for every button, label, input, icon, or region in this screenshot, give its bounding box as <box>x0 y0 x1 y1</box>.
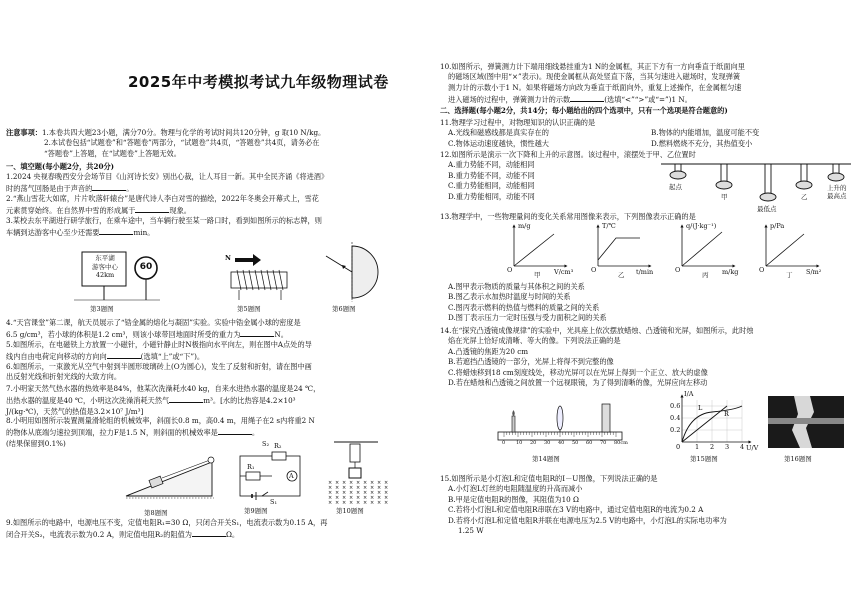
field-x-mark: × <box>363 500 368 506</box>
q8-line3: 。 <box>251 428 260 438</box>
q7-line2: 出热水器的温度是40 ℃，小明这次洗澡消耗天然气 <box>6 396 170 406</box>
q10-line5: (选填“<”“>”或“=”)1 N。 <box>604 95 692 105</box>
fig15-y1: 0.6 <box>670 402 681 410</box>
q4-line2: 6.5 g/cm³，若小球的体积是1.2 cm³，则该小球带回地面时所受的重力为 <box>6 330 241 340</box>
bench-tick-label: 20 <box>530 440 537 446</box>
field-x-mark: × <box>349 490 354 496</box>
field-x-mark: × <box>363 480 368 486</box>
field-x-mark: × <box>377 495 382 501</box>
q8-line2: 的物体从底端匀速拉到顶端，拉力F是1.5 N，则斜面的机械效率是 <box>6 428 218 438</box>
notes-label: 注意事项： <box>6 128 42 137</box>
q11-option-b[interactable]: B.物体的内能增加，温度可能不变 <box>651 128 760 138</box>
bench-tick-label: 80cm <box>614 440 628 446</box>
g2-x-label: t/min <box>636 268 654 276</box>
bench-tick-label: 30 <box>544 440 551 446</box>
field-x-mark: × <box>349 500 354 506</box>
q9-line1: 9.如图所示的电路中，电源电压不变，定值电阻R₁=30 Ω，只闭合开关S₁，电流表示数为0.15 A，再 <box>6 518 328 527</box>
fig15-y-label: I/A <box>684 390 694 398</box>
fig15-x-label: U/V <box>746 444 759 452</box>
notes-line3: “答题卷”上答题，在“试题卷”上答题无效。 <box>44 148 181 158</box>
q12-option-d[interactable]: D.重力势能相同，动能不同 <box>448 191 535 201</box>
q13-option-b[interactable]: B.图乙表示水加热时温度与时间的关系 <box>448 292 571 302</box>
g3-y-label: q/(J·kg⁻¹) <box>686 222 717 230</box>
field-x-mark: × <box>335 490 340 496</box>
q11-option-c[interactable]: C.物体运动速度越快，惯性越大 <box>448 138 549 148</box>
field-x-mark: × <box>363 485 368 491</box>
ammeter-label: A <box>289 472 294 480</box>
q11-option-a[interactable]: A.光线和磁感线都是真实存在的 <box>448 128 549 138</box>
q9-line2: 闭合开关S₂，电流表示数为0.2 A，则定值电阻R₂的阻值为 <box>6 530 192 540</box>
q4-line3: N。 <box>274 330 288 340</box>
fig12-lowest-label: 最低点 <box>757 205 777 213</box>
field-x-mark: × <box>370 490 375 496</box>
g1-origin: O <box>507 266 513 274</box>
figure-16 <box>764 394 850 468</box>
g3-name: 丙 <box>702 271 709 279</box>
field-x-mark: × <box>335 500 340 506</box>
q14-option-a[interactable]: A.凸透镜的焦距为20 cm <box>448 346 529 356</box>
g4-y-label: p/Pa <box>770 222 785 230</box>
q14-option-c[interactable]: C.将蜡烛移到18 cm刻度线处，移动光屏可以在光屏上得到一个正立、放大的虚像 <box>448 367 708 377</box>
q5-line2: 线内自由电荷定向移动的方向向 <box>6 352 107 362</box>
figure-15-caption: 第15题图 <box>690 455 718 463</box>
fig15-x1: 1 <box>695 443 700 451</box>
q7-answer-blank[interactable] <box>169 394 203 403</box>
g1-x-label: V/cm³ <box>554 268 574 276</box>
q15-stem: 15.如图所示是小灯泡L和定值电阻R的I－U图像，下列说法正确的是 <box>440 474 658 483</box>
field-x-mark: × <box>349 480 354 486</box>
field-x-mark: × <box>377 490 382 496</box>
field-x-mark: × <box>356 485 361 491</box>
q2-line2: 元素贯穿始终。在自然界中雪的形成属于 <box>6 206 136 216</box>
q2-answer-blank[interactable] <box>135 204 169 213</box>
field-x-mark: × <box>356 495 361 501</box>
q8-answer-blank[interactable] <box>218 426 252 435</box>
notes-line2: 2.本试卷包括“试题卷”和“答题卷”两部分，“试题卷”共4页，“答题卷”共4页，请务必在 <box>44 138 320 148</box>
q3-line1: 3.某校去东平湖进行研学旅行，在乘车途中，当车辆行驶至某一路口时，看到如图所示的标志牌，则 <box>6 216 322 225</box>
field-x-mark: × <box>356 490 361 496</box>
question-14 <box>440 326 854 388</box>
question-9 <box>6 518 426 541</box>
q2-line1: 2.“燕山雪花大如席，片片吹落轩辕台”是唐代诗人李白对雪的描绘，2022年冬奥会开幕式上，雪花 <box>6 194 319 203</box>
figure-10 <box>322 440 402 515</box>
figure-6 <box>318 240 398 313</box>
figure-16-caption: 第16题图 <box>784 455 812 463</box>
q15-option-d-cont: 1.25 W <box>458 526 484 536</box>
fig15-origin: 0 <box>676 443 681 451</box>
maxwell-wheel-drawing <box>661 160 851 215</box>
q12-option-b[interactable]: B.重力势能不同，动能不同 <box>448 170 535 180</box>
question-15 <box>440 474 854 536</box>
page-title: 2025年中考模拟考试九年级物理试卷 <box>128 73 389 91</box>
q8-line1: 8.小明用如图所示装置测量滑轮组的机械效率，斜面长0.8 m，高0.4 m，用绳子在2 s内将重2 N <box>6 416 315 425</box>
fig15-x3: 3 <box>725 443 730 451</box>
figure-8-caption: 第8题图 <box>144 509 168 517</box>
q4-line1: 4.“天宫课堂”第二课，航天员展示了“锆金属的熔化与凝固”实验。实验中锆金属小球的密度是 <box>6 318 301 327</box>
speed-limit-value: 60 <box>139 262 153 272</box>
field-x-mark: × <box>328 490 333 496</box>
field-x-mark: × <box>377 500 382 506</box>
field-x-mark: × <box>328 480 333 486</box>
field-x-mark: × <box>342 490 347 496</box>
figure-6-caption: 第6题图 <box>332 305 356 313</box>
q2-line3: 现象。 <box>169 206 191 216</box>
field-x-mark: × <box>356 500 361 506</box>
bench-tick-label: 10 <box>516 440 523 446</box>
question-6 <box>6 362 426 383</box>
q12-option-a[interactable]: A.重力势能不同，动能相同 <box>448 160 535 170</box>
q4-answer-blank[interactable] <box>240 328 274 337</box>
question-4 <box>6 318 426 341</box>
field-x-mark: × <box>384 500 389 506</box>
question-7 <box>6 384 426 417</box>
fig15-curve-r: R <box>724 410 729 418</box>
field-x-mark: × <box>384 485 389 491</box>
q10-answer-blank[interactable] <box>570 93 604 102</box>
q9-line3: Ω。 <box>225 530 240 540</box>
g4-x-label: S/m² <box>806 268 822 276</box>
fig15-curve-l: L <box>698 404 703 412</box>
field-x-mark: × <box>370 495 375 501</box>
q15-option-b[interactable]: B.甲是定值电阻R的图像，其阻值为10 Ω <box>448 494 579 504</box>
q6-line1: 6.如图所示，一束激光从空气中射到半圆形玻璃砖上(O为圆心)，发生了反射和折射，请在图中画 <box>6 362 312 371</box>
question-13-stem <box>440 212 854 222</box>
g4-name: 丁 <box>786 271 793 279</box>
bench-tick-label: 0 <box>502 440 506 446</box>
field-x-mark: × <box>349 495 354 501</box>
q1-answer-blank[interactable] <box>92 182 126 191</box>
g2-origin: O <box>591 266 597 274</box>
bench-tick-label: 40 <box>558 440 565 446</box>
field-x-mark: × <box>328 495 333 501</box>
resistor-r1-label: R₁ <box>247 463 255 471</box>
fig12-highest-line1: 上升的 <box>827 184 847 192</box>
figure-8 <box>120 448 220 517</box>
sign-line3: 42km <box>95 271 115 279</box>
photo-figure-drawing <box>764 394 850 452</box>
q15-option-d[interactable]: D.若将小灯泡L和定值电阻R并联在电源电压为2.5 V的电路中，小灯泡L的实际电功率为 <box>448 515 727 525</box>
figure-14 <box>496 396 628 468</box>
figure-15 <box>668 390 759 468</box>
q3-line3: min。 <box>133 228 155 238</box>
q14-option-b[interactable]: B.若遮挡凸透镜的一部分，光屏上将得不到完整的像 <box>448 357 614 367</box>
section1-header: 一、填空题(每小题2分，共20分) <box>6 162 115 171</box>
bench-tick-label: 70 <box>600 440 607 446</box>
field-x-mark: × <box>377 485 382 491</box>
q5-line3: (选填“上”或“下”)。 <box>140 352 205 362</box>
field-x-mark: × <box>363 490 368 496</box>
field-x-mark: × <box>363 495 368 501</box>
g4-origin: O <box>759 266 765 274</box>
figure-14-caption: 第14题图 <box>532 455 560 463</box>
field-x-mark: × <box>335 485 340 491</box>
fig12-start-label: 起点 <box>669 183 682 191</box>
q3-line2: 车辆到达游客中心至少还需要 <box>6 228 100 238</box>
field-x-mark: × <box>356 480 361 486</box>
question-5 <box>6 340 426 363</box>
g3-origin: O <box>675 266 681 274</box>
section2-header: 二、选择题(每小题2分，共14分；每小题给出的四个选项中，只有一个选项是符合题意的) <box>440 106 728 115</box>
fig15-x4: 4 <box>740 443 745 451</box>
field-x-mark: × <box>328 500 333 506</box>
field-x-mark: × <box>370 485 375 491</box>
q11-stem: 11.物理学习过程中，对物理知识的认识正确的是 <box>440 118 596 127</box>
field-x-mark: × <box>349 485 354 491</box>
q1-line1: 1.2024 央视春晚西安分会场节目《山河诗长安》别出心裁，让人耳目一新。其中全民齐诵《将进酒》 <box>6 172 329 181</box>
fig15-y2: 0.4 <box>670 414 681 422</box>
q1-line2: 时的荡气回肠是由于声音的 <box>6 184 93 194</box>
field-x-mark: × <box>342 500 347 506</box>
fig15-y3: 0.2 <box>670 426 681 434</box>
figure-9-caption: 第9题图 <box>244 507 268 515</box>
q7-line3: m³。[水的比热容是4.2×10³ <box>203 396 296 406</box>
field-x-mark: × <box>370 480 375 486</box>
notes-line1: 1.本卷共四大题23小题，满分70分。物理与化学的考试时间共120分钟，g 取10 N/kg。 <box>41 128 326 137</box>
q1-line3: 。 <box>126 184 134 194</box>
field-x-mark: × <box>370 500 375 506</box>
question-3 <box>6 216 426 239</box>
q15-option-c[interactable]: C.若将小灯泡L和定值电阻R串联在3 V的电路中，通过定值电阻R的电流为0.2 A <box>448 505 704 515</box>
q10-line1: 10.如图所示，弹簧测力计下端用细线悬挂重为1 N的金属框，其正下方有一方向垂直于纸面向里 <box>440 62 745 71</box>
question-2 <box>6 194 426 217</box>
q7-line4: J/(kg·℃)，天然气的热值是3.2×10⁷ J/m³] <box>6 406 144 416</box>
question-1 <box>6 172 426 195</box>
q13-option-a[interactable]: A.图甲表示物质的质量与其体积之间的关系 <box>448 282 585 291</box>
q5-line1: 5.如图所示，在电磁铁上方放置一小磁针，小磁针静止时N极指向水平向左，则在图中A点处的导 <box>6 340 312 349</box>
question-13-options <box>440 282 854 324</box>
figure-5 <box>215 248 305 313</box>
incline-pulley-drawing <box>120 448 220 510</box>
q14-line2: 焰在光屏上恰好成清晰、等大的像。下列说法正确的是 <box>448 336 621 346</box>
bench-scale <box>496 440 628 448</box>
question-10 <box>440 62 854 106</box>
field-x-mark: × <box>342 480 347 486</box>
q8-line4: (结果保留到0.1%) <box>6 438 66 448</box>
q9-answer-blank[interactable] <box>192 528 226 537</box>
g3-x-label: m/kg <box>722 268 739 276</box>
g1-y-label: m/g <box>518 222 531 230</box>
q12-stem: 12.如图所示是演示一次下降和上升的示意图。该过程中，滚摆处于甲、乙位置时 <box>440 150 696 159</box>
spring-scale-magnetic-field-drawing <box>322 440 402 510</box>
q11-option-d[interactable]: D.燃料燃烧不充分，其热值变小 <box>651 138 753 148</box>
q10-line2: 的磁场区域(图中用“×”表示)。现使金属框从高处竖直下落，当其匀速进入磁场时，发现弹簧 <box>448 72 741 82</box>
bench-tick-label: 60 <box>586 440 593 446</box>
q5-answer-blank[interactable] <box>107 350 141 359</box>
field-x-mark: × <box>384 495 389 501</box>
field-x-mark: × <box>342 485 347 491</box>
q15-option-a[interactable]: A.小灯泡L灯丝的电阻随温度的升高而减小 <box>448 484 583 494</box>
field-x-mark: × <box>335 495 340 501</box>
q6-line2: 出反射光线和折射光线的大致方向。 <box>6 372 122 382</box>
figure-3 <box>60 248 170 313</box>
field-x-mark: × <box>335 480 340 486</box>
field-x-mark: × <box>384 480 389 486</box>
g2-y-label: T/℃ <box>602 222 616 230</box>
sign-line1: 东平湖 <box>95 254 115 262</box>
fig12-highest-line2: 最高点 <box>827 192 847 200</box>
figure-3-caption: 第3题图 <box>90 305 114 313</box>
figure-5-caption: 第5题图 <box>237 305 261 313</box>
fig12-jia-label: 甲 <box>721 193 728 201</box>
field-x-mark: × <box>384 490 389 496</box>
switch-s1-label: S₁ <box>270 498 278 506</box>
resistor-r2-label: R₂ <box>274 442 282 450</box>
field-x-mark: × <box>328 485 333 491</box>
fig15-x2: 2 <box>710 443 715 451</box>
field-x-mark: × <box>342 495 347 501</box>
figure-9 <box>232 440 312 515</box>
sign-line2: 游客中心 <box>92 262 118 271</box>
q13-option-d[interactable]: D.图丁表示压力一定时压强与受力面积之间的关系 <box>448 313 607 323</box>
figure-13 <box>506 222 846 280</box>
q3-answer-blank[interactable] <box>99 226 133 235</box>
figure-12 <box>661 160 851 215</box>
q10-line3: 测力计的示数小于1 N。如果将磁场方向改为垂直于纸面向外，重复上述操作，在金属框匀速 <box>448 82 742 92</box>
bench-tick-label: 50 <box>572 440 579 446</box>
switch-s2-label: S₂ <box>262 440 270 448</box>
q7-line1: 7.小明家天然气热水器的热效率是84%，他某次洗澡耗水40 kg，自来水进热水器的温度是24 ℃， <box>6 384 321 393</box>
g1-name: 甲 <box>534 271 541 279</box>
q13-stem: 13.物理学中，一些物理量间的变化关系常用图像来表示，下列图像表示正确的是 <box>440 212 696 221</box>
q14-option-d[interactable]: D.若在蜡烛和凸透镜之间放置一个远视眼镜，为了得到清晰的像，光屏应向左移动 <box>448 378 708 388</box>
q12-option-c[interactable]: C.重力势能相同，动能相同 <box>448 181 535 191</box>
compass-n-label: N <box>225 254 231 262</box>
fig12-yi-label: 乙 <box>801 193 808 201</box>
q10-line4: 进入磁场的过程中，弹簧测力计的示数 <box>448 95 571 105</box>
question-11 <box>440 118 854 149</box>
figure-10-caption: 第10题图 <box>336 507 364 515</box>
notes-block <box>6 128 426 159</box>
g2-name: 乙 <box>618 271 625 279</box>
q13-option-c[interactable]: C.图丙表示燃料的热值与燃料的质量之间的关系 <box>448 302 600 312</box>
field-x-mark: × <box>377 480 382 486</box>
q14-line1: 14.在“探究凸透镜成像规律”的实验中，光具座上依次摆放蜡烛、凸透镜和光屏，如图所示，此时烛 <box>440 326 754 335</box>
semicircle-glass-drawing <box>318 240 398 306</box>
